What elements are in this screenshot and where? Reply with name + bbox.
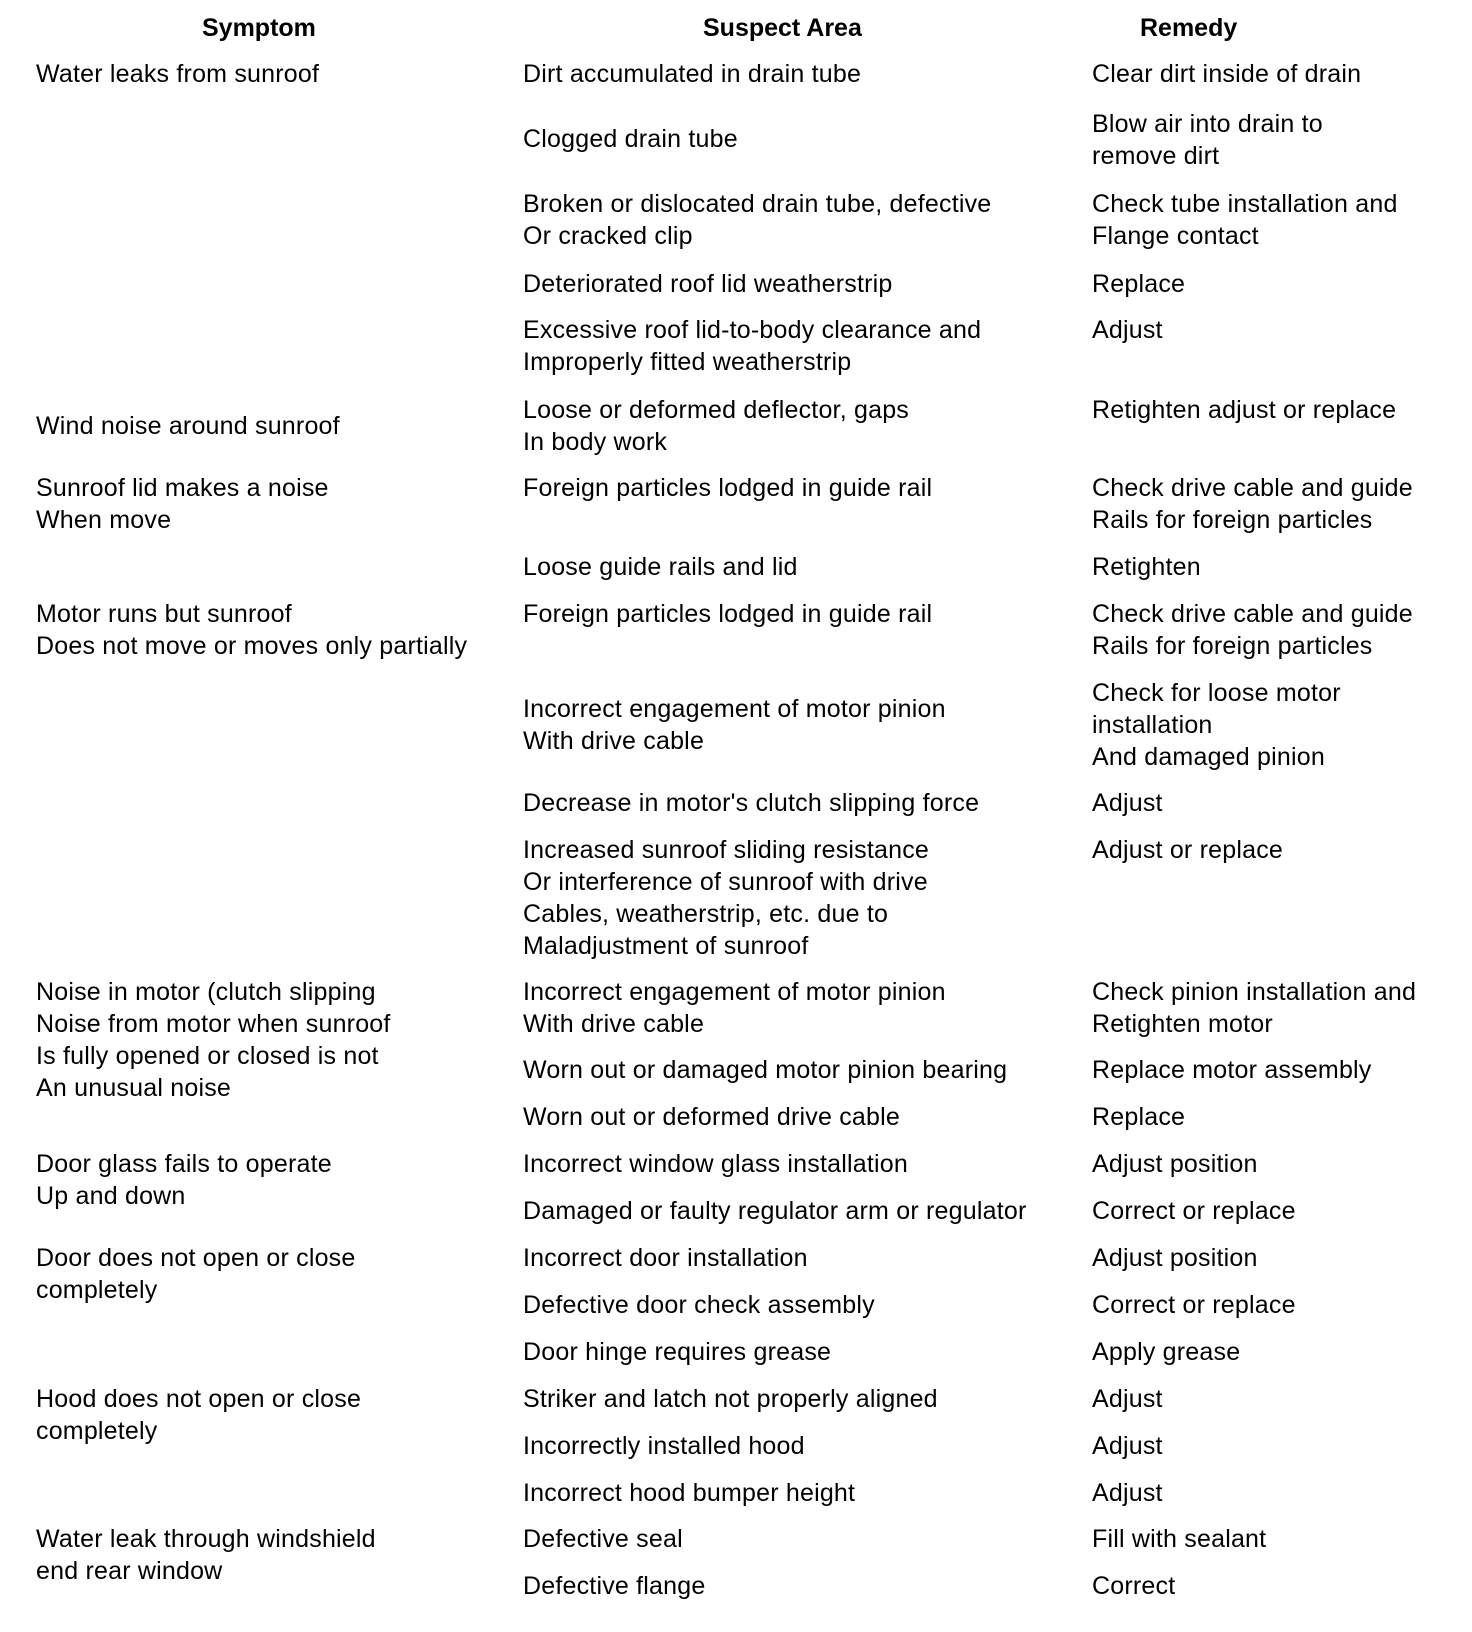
- symptom-cell: Wind noise around sunroof: [36, 412, 340, 440]
- remedy-cell: Adjust position: [1092, 1150, 1258, 1178]
- suspect-cell: Loose or deformed deflector, gaps In body work: [523, 396, 910, 456]
- remedy-cell: Adjust: [1092, 1385, 1163, 1413]
- header-suspect-area: Suspect Area: [703, 14, 862, 42]
- symptom-cell: Motor runs but sunroof Does not move or moves only partially: [36, 600, 468, 660]
- remedy-cell: Adjust position: [1092, 1244, 1258, 1272]
- suspect-cell: Foreign particles lodged in guide rail: [523, 600, 933, 628]
- remedy-cell: Clear dirt inside of drain: [1092, 60, 1362, 88]
- remedy-cell: Adjust or replace: [1092, 836, 1283, 864]
- suspect-cell: Dirt accumulated in drain tube: [523, 60, 862, 88]
- header-remedy: Remedy: [1140, 14, 1238, 42]
- suspect-cell: Incorrect door installation: [523, 1244, 808, 1272]
- suspect-cell: Incorrect engagement of motor pinion With drive cable: [523, 695, 946, 755]
- suspect-cell: Foreign particles lodged in guide rail: [523, 474, 933, 502]
- symptom-cell: Noise in motor (clutch slipping Noise from motor when sunroof Is fully opened or closed is not An unusual noise: [36, 978, 391, 1102]
- remedy-cell: Retighten: [1092, 553, 1201, 581]
- remedy-cell: Check tube installation and Flange contact: [1092, 190, 1398, 250]
- remedy-cell: Replace: [1092, 270, 1186, 298]
- symptom-cell: Water leak through windshield end rear window: [36, 1525, 376, 1585]
- suspect-cell: Incorrect hood bumper height: [523, 1479, 856, 1507]
- suspect-cell: Clogged drain tube: [523, 125, 738, 153]
- suspect-cell: Door hinge requires grease: [523, 1338, 832, 1366]
- remedy-cell: Check for loose motor installation And damaged pinion: [1092, 679, 1341, 771]
- symptom-cell: Door glass fails to operate Up and down: [36, 1150, 332, 1210]
- symptom-cell: Hood does not open or close completely: [36, 1385, 362, 1445]
- suspect-cell: Striker and latch not properly aligned: [523, 1385, 938, 1413]
- remedy-cell: Correct or replace: [1092, 1291, 1296, 1319]
- remedy-cell: Adjust: [1092, 316, 1163, 344]
- remedy-cell: Retighten adjust or replace: [1092, 396, 1397, 424]
- remedy-cell: Replace motor assembly: [1092, 1056, 1372, 1084]
- suspect-cell: Incorrectly installed hood: [523, 1432, 805, 1460]
- suspect-cell: Defective flange: [523, 1572, 706, 1600]
- suspect-cell: Defective door check assembly: [523, 1291, 875, 1319]
- suspect-cell: Increased sunroof sliding resistance Or interference of sunroof with drive Cables, weatherstrip, etc. due to Maladjustment of sunroof: [523, 836, 930, 960]
- suspect-cell: Worn out or damaged motor pinion bearing: [523, 1056, 1008, 1084]
- suspect-cell: Deteriorated roof lid weatherstrip: [523, 270, 893, 298]
- suspect-cell: Excessive roof lid-to-body clearance and Improperly fitted weatherstrip: [523, 316, 982, 376]
- suspect-cell: Loose guide rails and lid: [523, 553, 798, 581]
- remedy-cell: Replace: [1092, 1103, 1186, 1131]
- remedy-cell: Correct or replace: [1092, 1197, 1296, 1225]
- symptom-cell: Sunroof lid makes a noise When move: [36, 474, 329, 534]
- remedy-cell: Blow air into drain to remove dirt: [1092, 110, 1323, 170]
- suspect-cell: Defective seal: [523, 1525, 683, 1553]
- remedy-cell: Fill with sealant: [1092, 1525, 1267, 1553]
- suspect-cell: Worn out or deformed drive cable: [523, 1103, 900, 1131]
- remedy-cell: Correct: [1092, 1572, 1176, 1600]
- remedy-cell: Adjust: [1092, 1432, 1163, 1460]
- suspect-cell: Damaged or faulty regulator arm or regulator: [523, 1197, 1027, 1225]
- remedy-cell: Apply grease: [1092, 1338, 1241, 1366]
- remedy-cell: Adjust: [1092, 1479, 1163, 1507]
- suspect-cell: Decrease in motor's clutch slipping force: [523, 789, 980, 817]
- suspect-cell: Broken or dislocated drain tube, defective Or cracked clip: [523, 190, 992, 250]
- symptom-cell: Door does not open or close completely: [36, 1244, 356, 1304]
- suspect-cell: Incorrect engagement of motor pinion With drive cable: [523, 978, 946, 1038]
- symptom-cell: Water leaks from sunroof: [36, 60, 320, 88]
- remedy-cell: Adjust: [1092, 789, 1163, 817]
- suspect-cell: Incorrect window glass installation: [523, 1150, 908, 1178]
- remedy-cell: Check drive cable and guide Rails for foreign particles: [1092, 474, 1413, 534]
- remedy-cell: Check pinion installation and Retighten motor: [1092, 978, 1417, 1038]
- remedy-cell: Check drive cable and guide Rails for foreign particles: [1092, 600, 1413, 660]
- header-symptom: Symptom: [202, 14, 316, 42]
